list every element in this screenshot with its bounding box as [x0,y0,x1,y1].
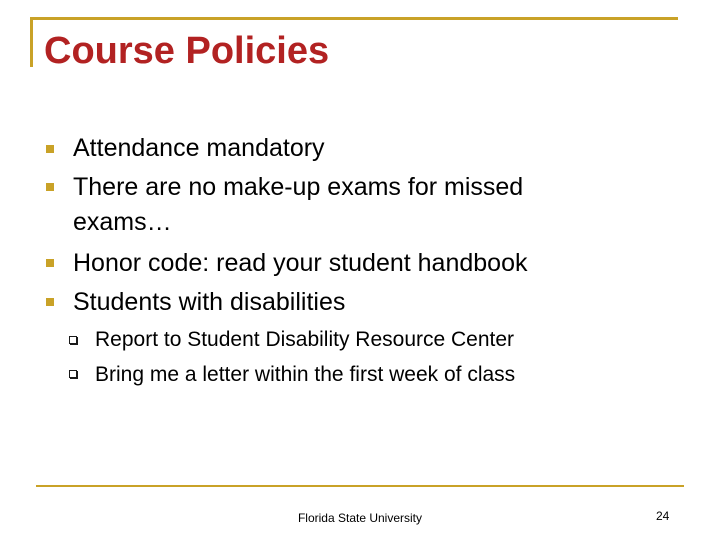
bullet-no-makeup-exams: There are no make-up exams for missed [73,173,524,201]
footer-text: Florida State University [297,511,423,525]
hollow-square-icon [69,370,77,378]
footer-divider [36,485,684,487]
sub-bullet-bring-letter: Bring me a letter within the first week of class [95,363,516,386]
hollow-square-icon [69,336,77,344]
filled-square-icon [46,259,54,267]
sub-bullet-report-center: Report to Student Disability Resource Center [95,328,515,351]
title-border-top [30,17,678,20]
filled-square-icon [46,298,54,306]
filled-square-icon [46,145,54,153]
filled-square-icon [46,183,54,191]
bullet-no-makeup-exams-continued: exams… [73,208,172,236]
bullet-honor-code: Honor code: read your student handbook [73,249,528,277]
page-number: 24 [656,509,670,523]
bullet-attendance: Attendance mandatory [73,134,325,162]
slide-title: Course Policies [44,30,330,72]
title-border-left [30,17,33,67]
bullet-disabilities: Students with disabilities [73,288,346,316]
